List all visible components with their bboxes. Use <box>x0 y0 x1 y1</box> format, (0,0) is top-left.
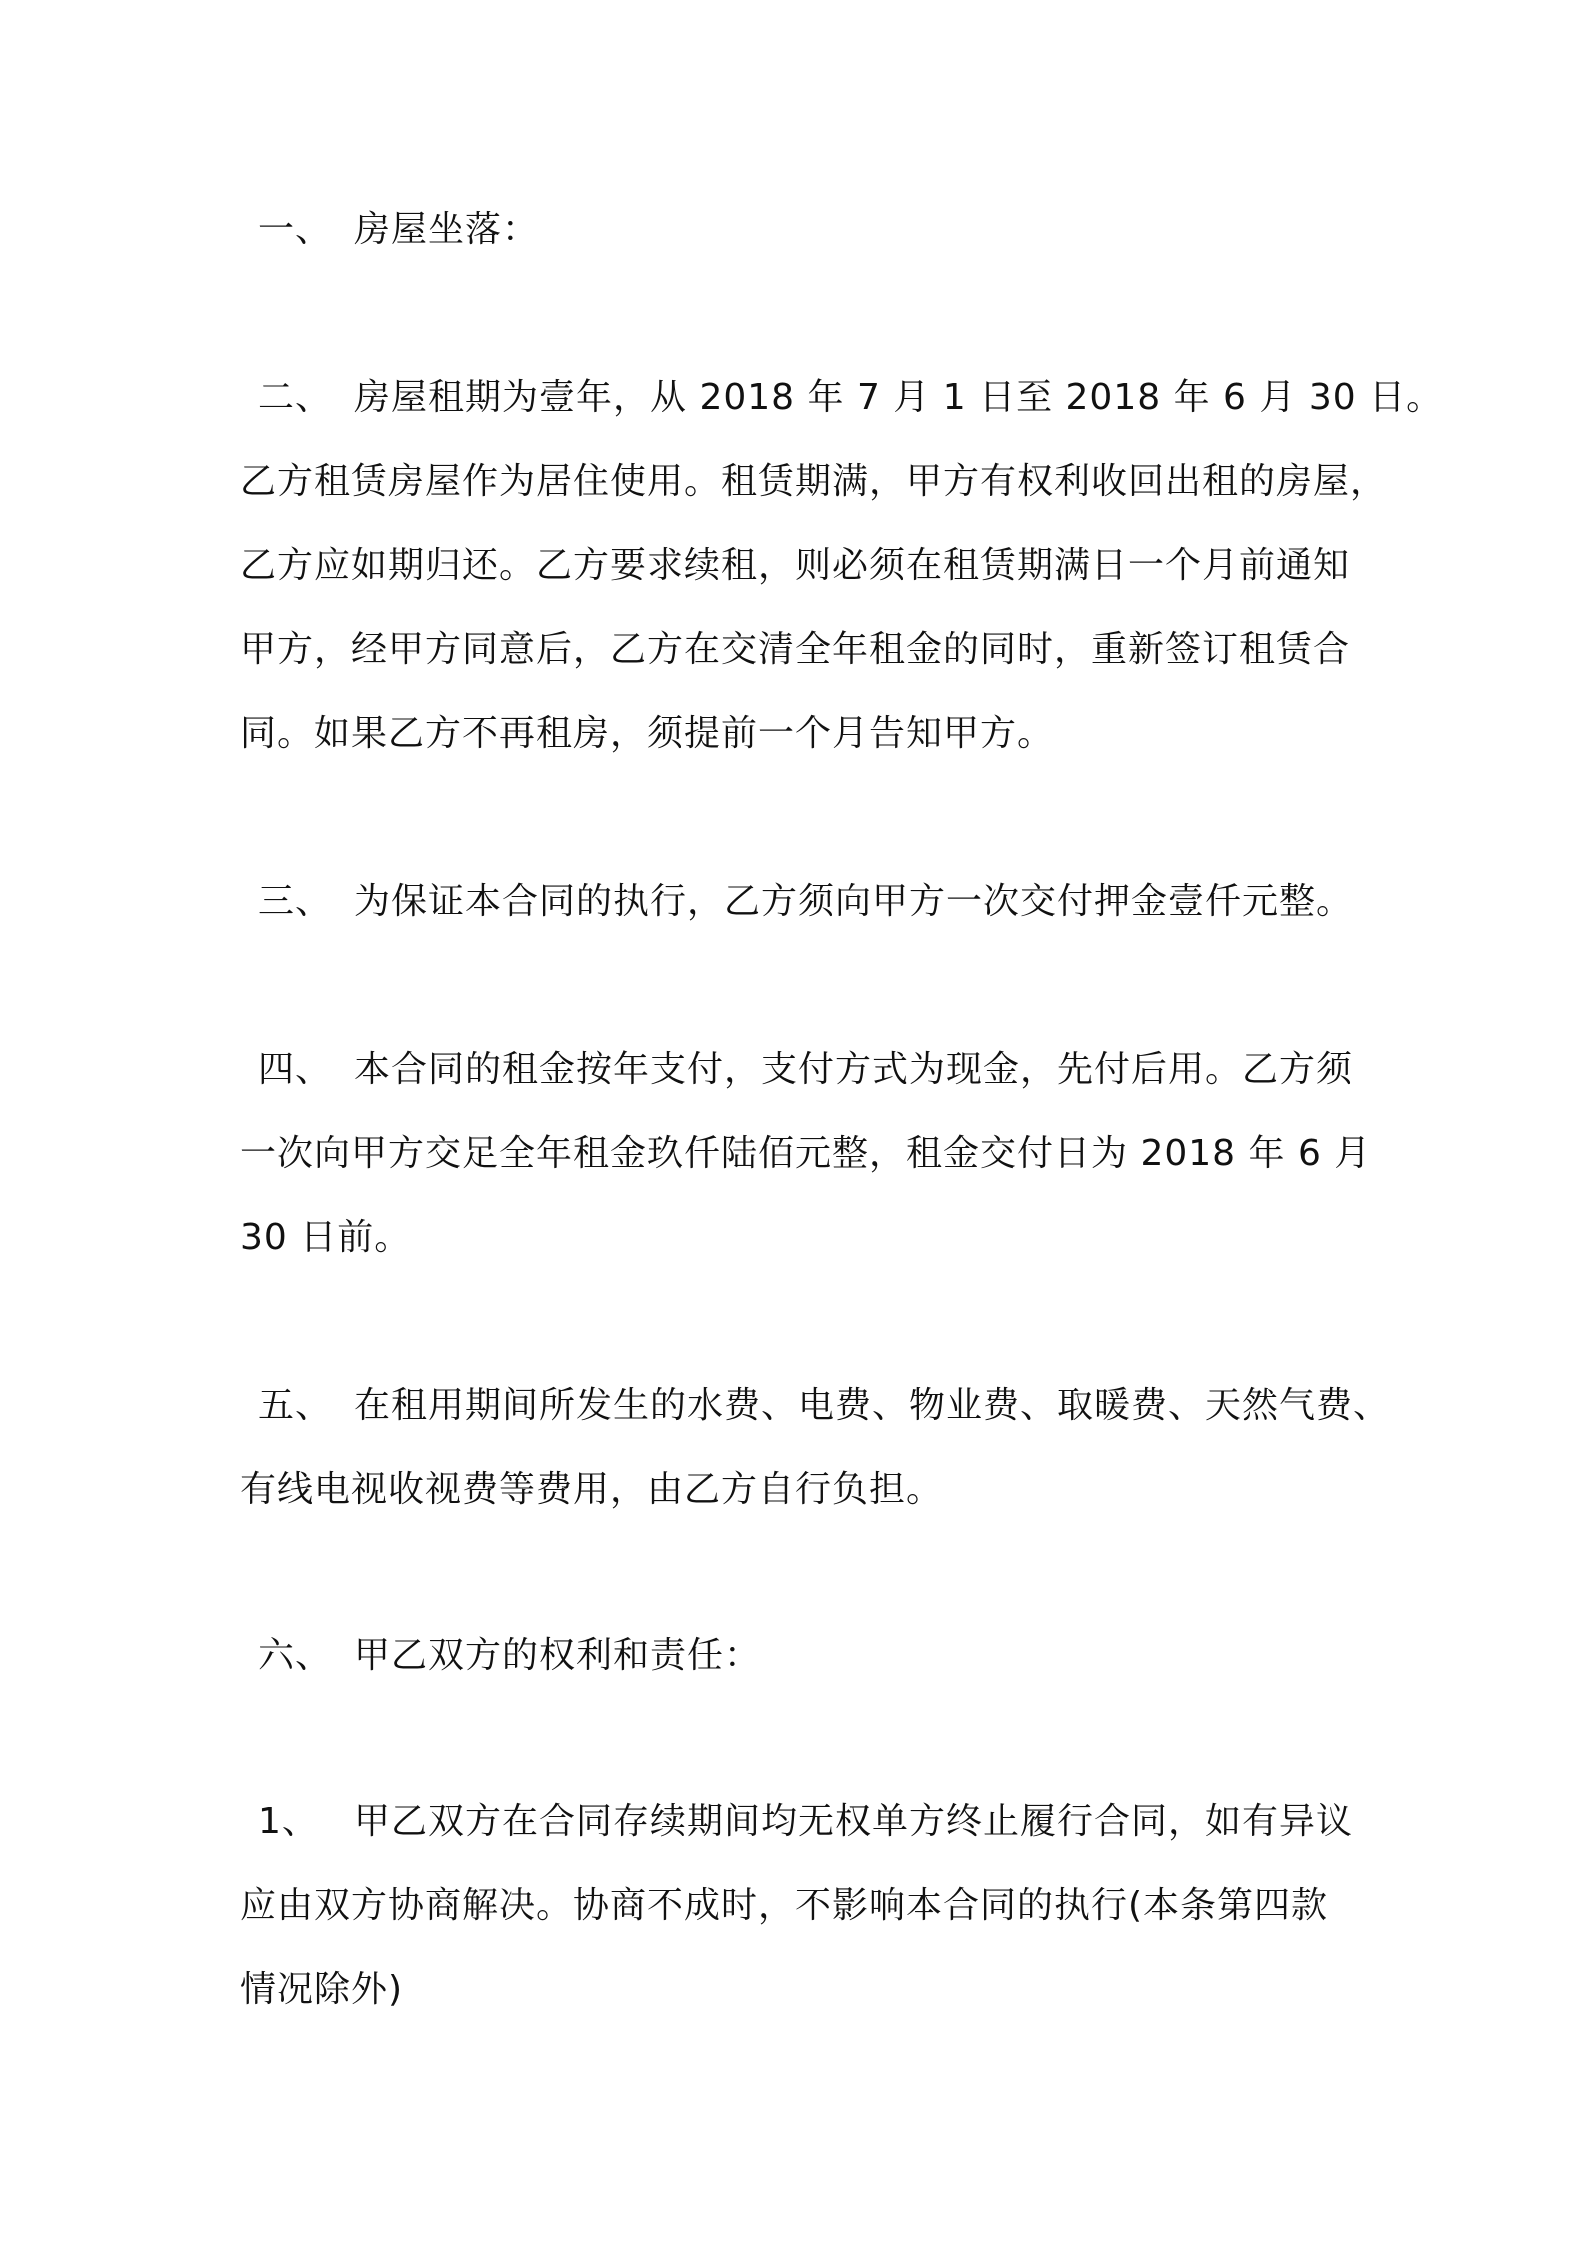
clause-number: 四、 <box>258 1049 333 1090</box>
clause-1 <box>240 188 1360 272</box>
clause-line <box>240 1028 1360 1112</box>
clause-line: 一次向甲方交足全年租金玖仟陆佰元整，租金交付日为 2018 年 6 月 <box>240 1133 1372 1174</box>
clause-number: 三、 <box>258 881 333 922</box>
clause-line: 应由双方协商解决。协商不成时，不影响本合同的执行(本条第四款 <box>240 1885 1329 1926</box>
clause-line: 乙方租赁房屋作为居住使用。租赁期满，甲方有权利收回出租的房屋， <box>240 461 1388 502</box>
clause-text: 甲乙双方在合同存续期间均无权单方终止履行合同，如有异议 <box>354 1801 1354 1842</box>
clause-number: 六、 <box>258 1635 333 1676</box>
clause-line <box>240 860 1360 944</box>
clause-text: 甲乙双方的权利和责任： <box>354 1635 762 1676</box>
clause-line: 同。如果乙方不再租房，须提前一个月告知甲方。 <box>240 713 1055 754</box>
clause-line: 乙方应如期归还。乙方要求续租，则必须在租赁期满日一个月前通知 <box>240 545 1351 586</box>
clause-line <box>240 1364 1391 1448</box>
clause-line: 甲方，经甲方同意后，乙方在交清全年租金的同时，重新签订租赁合 <box>240 629 1351 670</box>
clause-line <box>240 188 1360 272</box>
clause-text: 房屋租期为壹年，从 2018 年 7 月 1 日至 2018 年 6 月 30 日。 <box>354 377 1444 418</box>
clause-6 <box>240 1614 1360 1698</box>
clause-line <box>240 356 1444 440</box>
clause-text: 为保证本合同的执行，乙方须向甲方一次交付押金壹仟元整。 <box>354 881 1354 922</box>
clause-line: 情况除外) <box>240 1969 404 2010</box>
clause-5 <box>240 1364 1391 1532</box>
clause-text: 房屋坐落： <box>354 209 540 250</box>
clause-line <box>240 1780 1360 1864</box>
clause-line: 30 日前。 <box>240 1217 412 1258</box>
clause-number: 一、 <box>258 209 333 250</box>
subclause-1 <box>240 1780 1360 2032</box>
clause-line: 有线电视收视费等费用，由乙方自行负担。 <box>240 1469 944 1510</box>
clause-2 <box>240 356 1444 776</box>
clause-number: 五、 <box>258 1385 333 1426</box>
clause-number: 1、 <box>258 1801 319 1842</box>
clause-text: 在租用期间所发生的水费、电费、物业费、取暖费、天然气费、 <box>354 1385 1391 1426</box>
clause-line <box>240 1614 1360 1698</box>
clause-text: 本合同的租金按年支付，支付方式为现金，先付后用。乙方须 <box>354 1049 1354 1090</box>
clause-3 <box>240 860 1360 944</box>
clause-4 <box>240 1028 1372 1280</box>
clause-number: 二、 <box>258 377 333 418</box>
